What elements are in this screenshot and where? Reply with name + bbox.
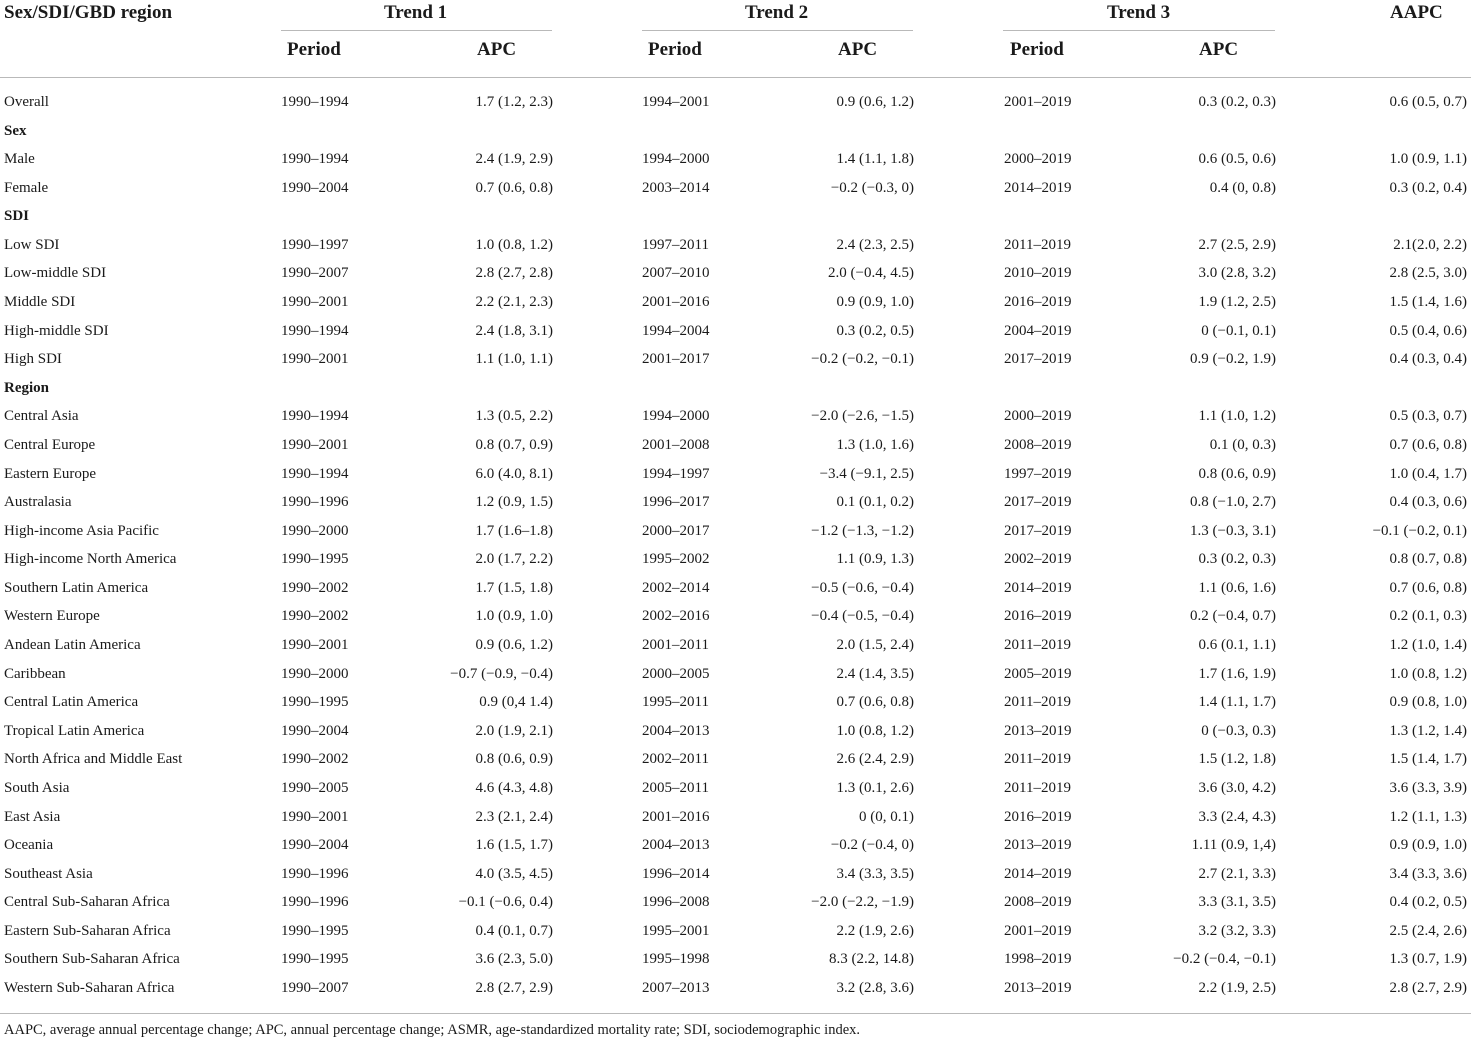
trend3-period-cell: 2014–2019 [1004,179,1072,196]
trend3-apc-cell: 1.9 (1.2, 2.5) [1198,294,1276,311]
aapc-cell: 1.0 (0.9, 1.1) [1389,151,1467,168]
trend2-apc-cell: 0.7 (0.6, 0.8) [836,694,914,711]
row-label: South Asia [4,779,70,796]
row-label: High-income North America [4,551,177,568]
trend1-period-cell: 1990–1995 [281,922,349,939]
trend1-apc-cell: 0.9 (0.6, 1.2) [475,637,553,654]
trend1-period-cell: 1990–2002 [281,579,349,596]
trend3-apc-cell: 3.3 (3.1, 3.5) [1198,894,1276,911]
aapc-cell: 1.0 (0.8, 1.2) [1389,665,1467,682]
row-label: North Africa and Middle East [4,751,183,768]
trend1-period-cell: 1990–2001 [281,294,349,311]
trend1-period-cell: 1990–1994 [281,465,349,482]
trend2-period-cell: 2002–2014 [642,579,710,596]
trend1-period-cell: 1990–2005 [281,779,349,796]
aapc-cell: −0.1 (−0.2, 0.1) [1372,522,1467,539]
header-bottom-rule [0,77,1471,78]
trend2-period-cell: 2007–2013 [642,979,710,996]
trend1-period-cell: 1990–2001 [281,436,349,453]
trend1-period-cell: 1990–2004 [281,837,349,854]
table-row [0,460,1471,488]
trend1-apc-cell: 1.0 (0.8, 1.2) [475,236,553,253]
trend3-apc-cell: 1.1 (1.0, 1.2) [1198,408,1276,425]
row-label: High-middle SDI [4,322,109,339]
row-label: Male [4,151,35,168]
trend1-period-cell: 1990–1995 [281,551,349,568]
table-row [0,88,1471,116]
trend1-period-cell: 1990–1995 [281,694,349,711]
trend2-period-cell: 1994–1997 [642,465,710,482]
row-label: Southeast Asia [4,865,93,882]
trend2-period-cell: 1995–2011 [642,694,709,711]
trend3-period-cell: 2013–2019 [1004,979,1072,996]
aapc-cell: 0.5 (0.4, 0.6) [1389,322,1467,339]
row-label: Southern Sub-Saharan Africa [4,951,180,968]
trend2-apc-cell: 1.3 (1.0, 1.6) [836,436,914,453]
group-header-label: SDI [4,208,30,225]
table-row [0,803,1471,831]
trend2-apc-cell: 2.0 (1.5, 2.4) [836,637,914,654]
trend2-apc-cell: 2.0 (−0.4, 4.5) [828,265,914,282]
aapc-cell: 0.8 (0.7, 0.8) [1389,551,1467,568]
aapc-cell: 2.1(2.0, 2.2) [1393,236,1467,253]
trend1-period-cell: 1990–2000 [281,665,349,682]
trend1-period-cell: 1990–1994 [281,408,349,425]
trend3-apc-cell: 1.11 (0.9, 1,4) [1191,837,1276,854]
row-label: Low-middle SDI [4,265,107,282]
trend3-period-cell: 2017–2019 [1004,351,1072,368]
trend2-apc-cell: −2.0 (−2.2, −1.9) [811,894,914,911]
trend1-period-cell: 1990–2000 [281,522,349,539]
trend1-period-cell: 1990–1996 [281,494,349,511]
table-footnote: AAPC, average annual percentage change; APC, annual percentage change; ASMR, age-standardized mortality rate; SDI, sociodemographic index. [4,1022,861,1038]
trend1-apc-cell: −0.1 (−0.6, 0.4) [458,894,553,911]
table-row [0,231,1471,259]
trend2-period-cell: 2004–2013 [642,722,710,739]
table-row [0,602,1471,630]
trend2-period-cell: 2005–2011 [642,779,709,796]
trend2-apc-cell: 0.9 (0.6, 1.2) [836,94,914,110]
column-header-label: Sex/SDI/GBD region [4,2,173,23]
row-label: Tropical Latin America [4,722,145,739]
trend3-period-cell: 2016–2019 [1004,608,1072,625]
aapc-cell: 0.7 (0.6, 0.8) [1389,436,1467,453]
trend1-apc-cell: 2.4 (1.9, 2.9) [475,151,553,168]
trend1-apc-cell: 4.6 (4.3, 4.8) [475,779,553,796]
table-row [0,574,1471,602]
trend1-period-cell: 1990–1994 [281,322,349,339]
trend1-apc-cell: 1.0 (0.9, 1.0) [475,608,553,625]
trend1-period-cell: 1990–2001 [281,808,349,825]
trend2-period-cell: 2003–2014 [642,179,710,196]
trend3-period-cell: 2005–2019 [1004,665,1072,682]
trend3-apc-cell: 0.3 (0.2, 0.3) [1198,551,1276,568]
trend3-apc-cell: 1.5 (1.2, 1.8) [1198,751,1276,768]
trend3-period-cell: 2011–2019 [1004,751,1071,768]
trend2-period-cell: 2001–2016 [642,294,710,311]
trend1-apc-cell: 2.0 (1.7, 2.2) [475,551,553,568]
trend1-period-cell: 1990–1994 [281,151,349,168]
trend1-period-cell: 1990–1996 [281,894,349,911]
trend2-period-cell: 2001–2017 [642,351,710,368]
trend2-period-cell: 1996–2008 [642,894,710,911]
trend3-apc-cell: 3.0 (2.8, 3.2) [1198,265,1276,282]
trend2-apc-cell: 2.4 (2.3, 2.5) [836,236,914,253]
column-header-period-3: Period [1010,39,1064,60]
aapc-cell: 1.2 (1.1, 1.3) [1389,808,1467,825]
group-header-row [0,202,1471,230]
aapc-cell: 2.8 (2.5, 3.0) [1389,265,1467,282]
trend3-apc-cell: 3.6 (3.0, 4.2) [1198,779,1276,796]
table-row [0,831,1471,859]
trend3-period-cell: 2013–2019 [1004,722,1072,739]
trend1-apc-cell: 0.8 (0.6, 0.9) [475,751,553,768]
trend2-period-cell: 1994–2001 [642,94,710,110]
column-header-trend2: Trend 2 [745,2,809,23]
trend2-apc-cell: −0.2 (−0.2, −0.1) [811,351,914,368]
trend2-apc-cell: −2.0 (−2.6, −1.5) [811,408,914,425]
aapc-cell: 0.2 (0.1, 0.3) [1389,608,1467,625]
trend2-period-cell: 2001–2011 [642,637,709,654]
table-row [0,774,1471,802]
aapc-cell: 1.5 (1.4, 1.7) [1389,751,1467,768]
aapc-cell: 2.5 (2.4, 2.6) [1389,922,1467,939]
column-header-aapc: AAPC [1390,2,1443,23]
trend1-apc-cell: 2.8 (2.7, 2.9) [475,979,553,996]
trend1-period-cell: 1990–1994 [281,94,349,110]
trend2-apc-cell: 0.1 (0.1, 0.2) [836,494,914,511]
trend1-period-cell: 1990–2002 [281,608,349,625]
column-header-period-2: Period [648,39,702,60]
trend1-period-cell: 1990–2004 [281,179,349,196]
aapc-cell: 0.9 (0.9, 1.0) [1389,837,1467,854]
trend3-apc-cell: −0.2 (−0.4, −0.1) [1173,951,1276,968]
column-header-period-1: Period [287,39,341,60]
trend1-apc-cell: −0.7 (−0.9, −0.4) [450,665,553,682]
trend3-period-cell: 2001–2019 [1004,922,1072,939]
column-header-apc-2: APC [838,39,878,60]
trend3-period-cell: 2008–2019 [1004,894,1072,911]
trend3-period-cell: 2001–2019 [1004,94,1072,110]
trend3-period-cell: 2016–2019 [1004,294,1072,311]
trend2-period-cell: 1997–2011 [642,236,709,253]
row-label: High-income Asia Pacific [4,522,159,539]
trend3-period-cell: 1998–2019 [1004,951,1072,968]
row-label: Southern Latin America [4,579,149,596]
row-label: High SDI [4,351,62,368]
trend2-period-cell: 1996–2014 [642,865,710,882]
row-label: Caribbean [4,665,66,682]
trend2-apc-cell: 0.3 (0.2, 0.5) [836,322,914,339]
trend2-period-cell: 1996–2017 [642,494,710,511]
table-row [0,145,1471,173]
trend3-apc-cell: 0.8 (−1.0, 2.7) [1190,494,1276,511]
table-row [0,259,1471,287]
table-row [0,688,1471,716]
trend2-underline [642,30,913,31]
column-header-apc-1: APC [477,39,517,60]
trend3-period-cell: 2014–2019 [1004,865,1072,882]
trend1-apc-cell: 2.0 (1.9, 2.1) [475,722,553,739]
group-header-label: Region [4,379,49,396]
trend2-apc-cell: 0.9 (0.9, 1.0) [836,294,914,311]
trend1-period-cell: 1990–2002 [281,751,349,768]
aapc-cell: 3.4 (3.3, 3.6) [1389,865,1467,882]
aapc-cell: 1.3 (1.2, 1.4) [1389,722,1467,739]
column-header-trend1: Trend 1 [384,2,448,23]
trend2-period-cell: 2001–2016 [642,808,710,825]
table-row [0,517,1471,545]
trend1-apc-cell: 2.4 (1.8, 3.1) [475,322,553,339]
trend1-apc-cell: 1.7 (1.5, 1.8) [475,579,553,596]
trend3-apc-cell: 2.7 (2.1, 3.3) [1198,865,1276,882]
trend3-period-cell: 2011–2019 [1004,779,1071,796]
trend3-apc-cell: 0 (−0.1, 0.1) [1201,322,1276,339]
trend1-period-cell: 1990–2001 [281,351,349,368]
table-row [0,974,1471,1002]
aapc-cell: 1.5 (1.4, 1.6) [1389,294,1467,311]
trend3-period-cell: 1997–2019 [1004,465,1072,482]
table-row [0,631,1471,659]
row-label: Central Sub-Saharan Africa [4,894,170,911]
row-label: Eastern Europe [4,465,97,482]
trend3-apc-cell: 2.7 (2.5, 2.9) [1198,236,1276,253]
trend1-period-cell: 1990–1997 [281,236,349,253]
table-row [0,860,1471,888]
trend2-period-cell: 2007–2010 [642,265,710,282]
trend1-apc-cell: 6.0 (4.0, 8.1) [475,465,553,482]
trend3-period-cell: 2013–2019 [1004,837,1072,854]
trend2-apc-cell: 8.3 (2.2, 14.8) [829,951,914,968]
trend3-period-cell: 2017–2019 [1004,494,1072,511]
trend2-apc-cell: −0.4 (−0.5, −0.4) [811,608,914,625]
table-row [0,288,1471,316]
row-label: Eastern Sub-Saharan Africa [4,922,171,939]
trend2-period-cell: 1994–2000 [642,151,710,168]
trend1-apc-cell: 2.2 (2.1, 2.3) [475,294,553,311]
table-row [0,402,1471,430]
row-label: Western Europe [4,608,100,625]
table-row [0,545,1471,573]
column-header-trend3: Trend 3 [1107,2,1171,23]
trend3-period-cell: 2000–2019 [1004,408,1072,425]
trend3-apc-cell: 0.6 (0.5, 0.6) [1198,151,1276,168]
trend2-apc-cell: −0.5 (−0.6, −0.4) [811,579,914,596]
aapc-cell: 0.4 (0.3, 0.4) [1389,351,1467,368]
trend2-period-cell: 2002–2011 [642,751,709,768]
aapc-cell: 0.3 (0.2, 0.4) [1389,179,1467,196]
aapc-cell: 0.5 (0.3, 0.7) [1389,408,1467,425]
trend3-apc-cell: 0.8 (0.6, 0.9) [1198,465,1276,482]
trend3-period-cell: 2002–2019 [1004,551,1072,568]
row-label: Central Latin America [4,694,139,711]
trend1-apc-cell: 0.9 (0,4 1.4) [479,694,553,711]
trend3-period-cell: 2004–2019 [1004,322,1072,339]
trend3-apc-cell: 0 (−0.3, 0.3) [1201,722,1276,739]
trend1-apc-cell: 1.7 (1.2, 2.3) [475,94,553,110]
trend3-apc-cell: 0.2 (−0.4, 0.7) [1190,608,1276,625]
group-header-row [0,117,1471,145]
aapc-cell: 0.4 (0.2, 0.5) [1389,894,1467,911]
trend3-period-cell: 2014–2019 [1004,579,1072,596]
table-row [0,745,1471,773]
trend1-period-cell: 1990–2001 [281,637,349,654]
row-label: Low SDI [4,236,60,253]
row-label: Australasia [4,494,72,511]
trend1-apc-cell: 4.0 (3.5, 4.5) [475,865,553,882]
trend3-period-cell: 2017–2019 [1004,522,1072,539]
trend3-apc-cell: 0.9 (−0.2, 1.9) [1190,351,1276,368]
trend1-period-cell: 1990–1996 [281,865,349,882]
row-label: East Asia [4,808,61,825]
trend3-period-cell: 2011–2019 [1004,637,1071,654]
trend2-period-cell: 1995–2002 [642,551,710,568]
aapc-cell: 0.9 (0.8, 1.0) [1389,694,1467,711]
trend2-apc-cell: 0 (0, 0.1) [859,808,914,825]
trend2-apc-cell: −3.4 (−9.1, 2.5) [819,465,914,482]
trend1-apc-cell: 0.4 (0.1, 0.7) [475,922,553,939]
trend1-apc-cell: 0.8 (0.7, 0.9) [475,436,553,453]
trend2-apc-cell: 1.3 (0.1, 2.6) [836,779,914,796]
trend1-apc-cell: 1.3 (0.5, 2.2) [475,408,553,425]
trend1-period-cell: 1990–2004 [281,722,349,739]
trend3-period-cell: 2011–2019 [1004,236,1071,253]
trend2-period-cell: 1994–2000 [642,408,710,425]
row-label: Middle SDI [4,294,76,311]
row-label: Western Sub-Saharan Africa [4,979,175,996]
trend1-period-cell: 1990–2007 [281,265,349,282]
row-label: Central Europe [4,436,96,453]
row-label: Andean Latin America [4,637,141,654]
trend2-apc-cell: −0.2 (−0.3, 0) [830,179,914,196]
aapc-cell: 0.7 (0.6, 0.8) [1389,579,1467,596]
row-label: Female [4,179,49,196]
trend1-apc-cell: 1.7 (1.6–1.8) [475,522,553,539]
trend2-apc-cell: 2.6 (2.4, 2.9) [836,751,914,768]
table-bottom-rule [0,1013,1471,1014]
trend3-apc-cell: 0.6 (0.1, 1.1) [1198,637,1276,654]
trend3-apc-cell: 2.2 (1.9, 2.5) [1198,979,1276,996]
table-row [0,717,1471,745]
trend1-apc-cell: 1.1 (1.0, 1.1) [475,351,553,368]
aapc-cell: 2.8 (2.7, 2.9) [1389,979,1467,996]
trend1-underline [281,30,552,31]
trend2-apc-cell: 1.4 (1.1, 1.8) [836,151,914,168]
trend3-apc-cell: 3.2 (3.2, 3.3) [1198,922,1276,939]
trend2-period-cell: 1994–2004 [642,322,710,339]
trend3-apc-cell: 3.3 (2.4, 4.3) [1198,808,1276,825]
trend3-period-cell: 2010–2019 [1004,265,1072,282]
table-row [0,174,1471,202]
trend2-apc-cell: 2.2 (1.9, 2.6) [836,922,914,939]
aapc-cell: 1.0 (0.4, 1.7) [1389,465,1467,482]
table-row [0,660,1471,688]
group-header-label: Sex [4,122,27,139]
aapc-cell: 0.6 (0.5, 0.7) [1389,94,1467,110]
trend3-underline [1003,30,1275,31]
trend1-apc-cell: 3.6 (2.3, 5.0) [475,951,553,968]
trend1-apc-cell: 1.2 (0.9, 1.5) [475,494,553,511]
trend3-period-cell: 2000–2019 [1004,151,1072,168]
trend3-period-cell: 2011–2019 [1004,694,1071,711]
aapc-cell: 0.4 (0.3, 0.6) [1389,494,1467,511]
table-row [0,917,1471,945]
trend3-apc-cell: 1.3 (−0.3, 3.1) [1190,522,1276,539]
trend2-apc-cell: 1.1 (0.9, 1.3) [836,551,914,568]
trend3-apc-cell: 0.3 (0.2, 0.3) [1198,94,1276,110]
trend3-apc-cell: 0.4 (0, 0.8) [1209,179,1276,196]
table-row [0,945,1471,973]
aapc-cell: 3.6 (3.3, 3.9) [1389,779,1467,796]
table-row [0,345,1471,373]
trend2-apc-cell: −1.2 (−1.3, −1.2) [811,522,914,539]
group-header-row [0,374,1471,402]
trend2-apc-cell: 3.2 (2.8, 3.6) [836,979,914,996]
row-label: Central Asia [4,408,79,425]
trend2-period-cell: 2000–2005 [642,665,710,682]
trend1-period-cell: 1990–2007 [281,979,349,996]
table-row [0,488,1471,516]
trend3-apc-cell: 1.1 (0.6, 1.6) [1198,579,1276,596]
trend3-apc-cell: 1.7 (1.6, 1.9) [1198,665,1276,682]
trend2-period-cell: 2000–2017 [642,522,710,539]
trend2-apc-cell: −0.2 (−0.4, 0) [830,837,914,854]
trend3-period-cell: 2016–2019 [1004,808,1072,825]
trend3-apc-cell: 1.4 (1.1, 1.7) [1198,694,1276,711]
trend2-period-cell: 2004–2013 [642,837,710,854]
table-row [0,888,1471,916]
trend1-apc-cell: 2.3 (2.1, 2.4) [475,808,553,825]
trend2-apc-cell: 1.0 (0.8, 1.2) [836,722,914,739]
aapc-cell: 1.2 (1.0, 1.4) [1389,637,1467,654]
row-label: Overall [4,94,49,110]
trend1-apc-cell: 1.6 (1.5, 1.7) [475,837,553,854]
table-row [0,431,1471,459]
trend1-apc-cell: 0.7 (0.6, 0.8) [475,179,553,196]
aapc-cell: 1.3 (0.7, 1.9) [1389,951,1467,968]
trend2-period-cell: 1995–2001 [642,922,710,939]
trend2-period-cell: 2001–2008 [642,436,710,453]
trend2-apc-cell: 2.4 (1.4, 3.5) [836,665,914,682]
trend3-apc-cell: 0.1 (0, 0.3) [1209,436,1276,453]
table-row [0,317,1471,345]
trend3-period-cell: 2008–2019 [1004,436,1072,453]
trend2-period-cell: 1995–1998 [642,951,710,968]
trend2-apc-cell: 3.4 (3.3, 3.5) [836,865,914,882]
row-label: Oceania [4,837,54,854]
trend2-period-cell: 2002–2016 [642,608,710,625]
trend1-apc-cell: 2.8 (2.7, 2.8) [475,265,553,282]
trend1-period-cell: 1990–1995 [281,951,349,968]
column-header-apc-3: APC [1199,39,1239,60]
